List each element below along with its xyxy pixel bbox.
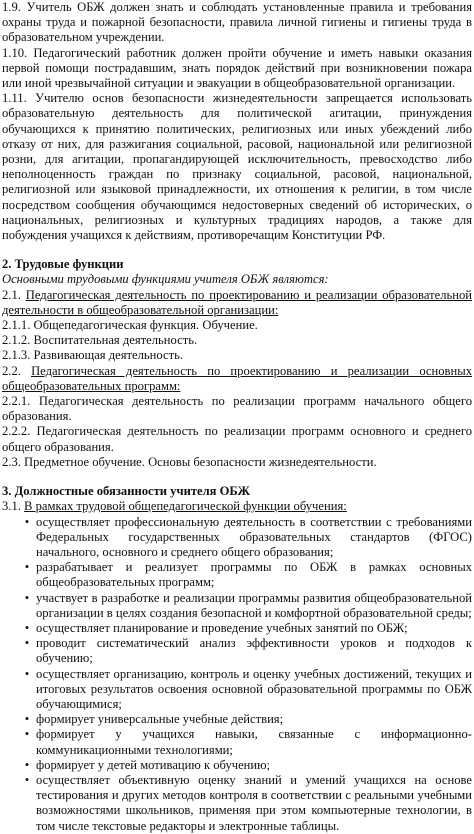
paragraph-1-9: 1.9. Учитель ОБЖ должен знать и соблюдать установленные правила и требования охраны труда и пожарной безопасности, правила личной гигиены и гигиены труда в образовательном учреждении. — [2, 0, 472, 45]
bullet-icon: • — [24, 620, 30, 635]
bullet-icon: • — [24, 590, 30, 605]
paragraph-1-11: 1.11. Учителю основ безопасности жизнедеятельности запрещается использовать образовательную деятельность для политической агитации, принуждения обучающихся к принятию политических, религиозных или иных убеждений либо отказу от них, для разжигания социальной, расовой, национальной или религиозной розни, для агитации, пропагандирующей исключительность, превосходство либо неполноценность граждан по признаку социальной, расовой, национальной, религиозной или языковой принадлежности, их отношения к религии, в том числе посредством сообщения обучающимся недостоверных сведений об исторических, о национальных, религиозных и культурных традициях народов, а также для побуждения учащихся к действиям, противоречащим Конституции РФ. — [2, 91, 472, 243]
list-item: • осуществляет планирование и проведение учебных занятий по ОБЖ; — [2, 621, 472, 636]
item-2-2-2: 2.2.2. Педагогическая деятельность по реализации программ основного и среднего общего образования. — [2, 424, 472, 454]
list-item: • формирует у учащихся навыки, связанные с информационно-коммуникационными технологиями; — [2, 727, 472, 757]
item-2-1-2: 2.1.2. Воспитательная деятельность. — [2, 333, 198, 348]
item-2-1-1: 2.1.1. Общепедагогическая функция. Обучение. — [2, 318, 258, 333]
bullet-icon: • — [24, 560, 30, 575]
section-2-subtitle: Основными трудовыми функциями учителя ОБЖ являются: — [2, 272, 329, 287]
section-2-title: 2. Трудовые функции — [2, 257, 124, 272]
list-item: • проводит систематический анализ эффективности уроков и подходов к обучению; — [2, 636, 472, 666]
bullet-icon: • — [24, 727, 30, 742]
bullet-icon: • — [24, 757, 30, 772]
duties-list — [2, 515, 472, 834]
item-2-1-number: 2.1. — [2, 287, 21, 302]
item-2-2-1: 2.2.1. Педагогическая деятельность по реализации программ начального общего образования. — [2, 394, 472, 424]
bullet-icon: • — [24, 712, 30, 727]
list-item: • разрабатывает и реализует программы по ОБЖ в рамках основных общеобразовательных программ; — [2, 560, 472, 590]
item-2-1-text: Педагогическая деятельность по проектированию и реализации образовательной деятельности в общеобразовательной организации: — [2, 287, 472, 317]
list-item: • осуществляет организацию, контроль и оценку учебных достижений, текущих и итоговых результатов освоения основной образовательной программы по ОБЖ обучающимися; — [2, 667, 472, 713]
bullet-icon: • — [24, 772, 30, 787]
bullet-icon: • — [24, 666, 30, 681]
list-item: • осуществляет объективную оценку знаний и умений учащихся на основе тестирования и других методов контроля в соответствии с реальными учебными возможностями школьников, применяя при этом компьютерные технологии, в том числе текстовые редакторы и электронные таблицы. — [2, 773, 472, 834]
item-2-1 — [2, 288, 472, 318]
bullet-icon: • — [24, 636, 30, 651]
list-item: • осуществляет профессиональную деятельность в соответствии с требованиями Федеральных государственных образовательных стандартов (ФГОС) начального, основного и среднего общего образования; — [2, 515, 472, 561]
list-item: • формирует универсальные учебные действия; — [2, 712, 472, 727]
item-3-1 — [2, 499, 472, 514]
section-3-title: 3. Должностные обязанности учителя ОБЖ — [2, 484, 250, 499]
item-2-2 — [2, 364, 472, 394]
item-2-3: 2.3. Предметное обучение. Основы безопасности жизнедеятельности. — [2, 454, 377, 469]
paragraph-1-10: 1.10. Педагогический работник должен пройти обучение и иметь навыки оказания первой помощи пострадавшим, знать порядок действий при возникновении пожара или иной чрезвычайной ситуации и эвакуации в общеобразовательной организации. — [2, 45, 472, 91]
item-2-1-3: 2.1.3. Развивающая деятельность. — [2, 348, 183, 363]
item-3-1-text: В рамках трудовой общепедагогической функции обучения: — [24, 499, 347, 514]
list-item: • участвует в разработке и реализации программы развития общеобразовательной организации в целях создания безопасной и комфортной образовательной среды; — [2, 591, 472, 621]
list-item: • формирует у детей мотивацию к обучению; — [2, 758, 472, 773]
item-2-2-text: Педагогическая деятельность по проектированию и реализации основных общеобразовательных программ: — [2, 363, 472, 393]
item-2-2-number: 2.2. — [2, 363, 21, 378]
item-3-1-number: 3.1. — [2, 499, 21, 514]
bullet-icon: • — [24, 514, 30, 529]
